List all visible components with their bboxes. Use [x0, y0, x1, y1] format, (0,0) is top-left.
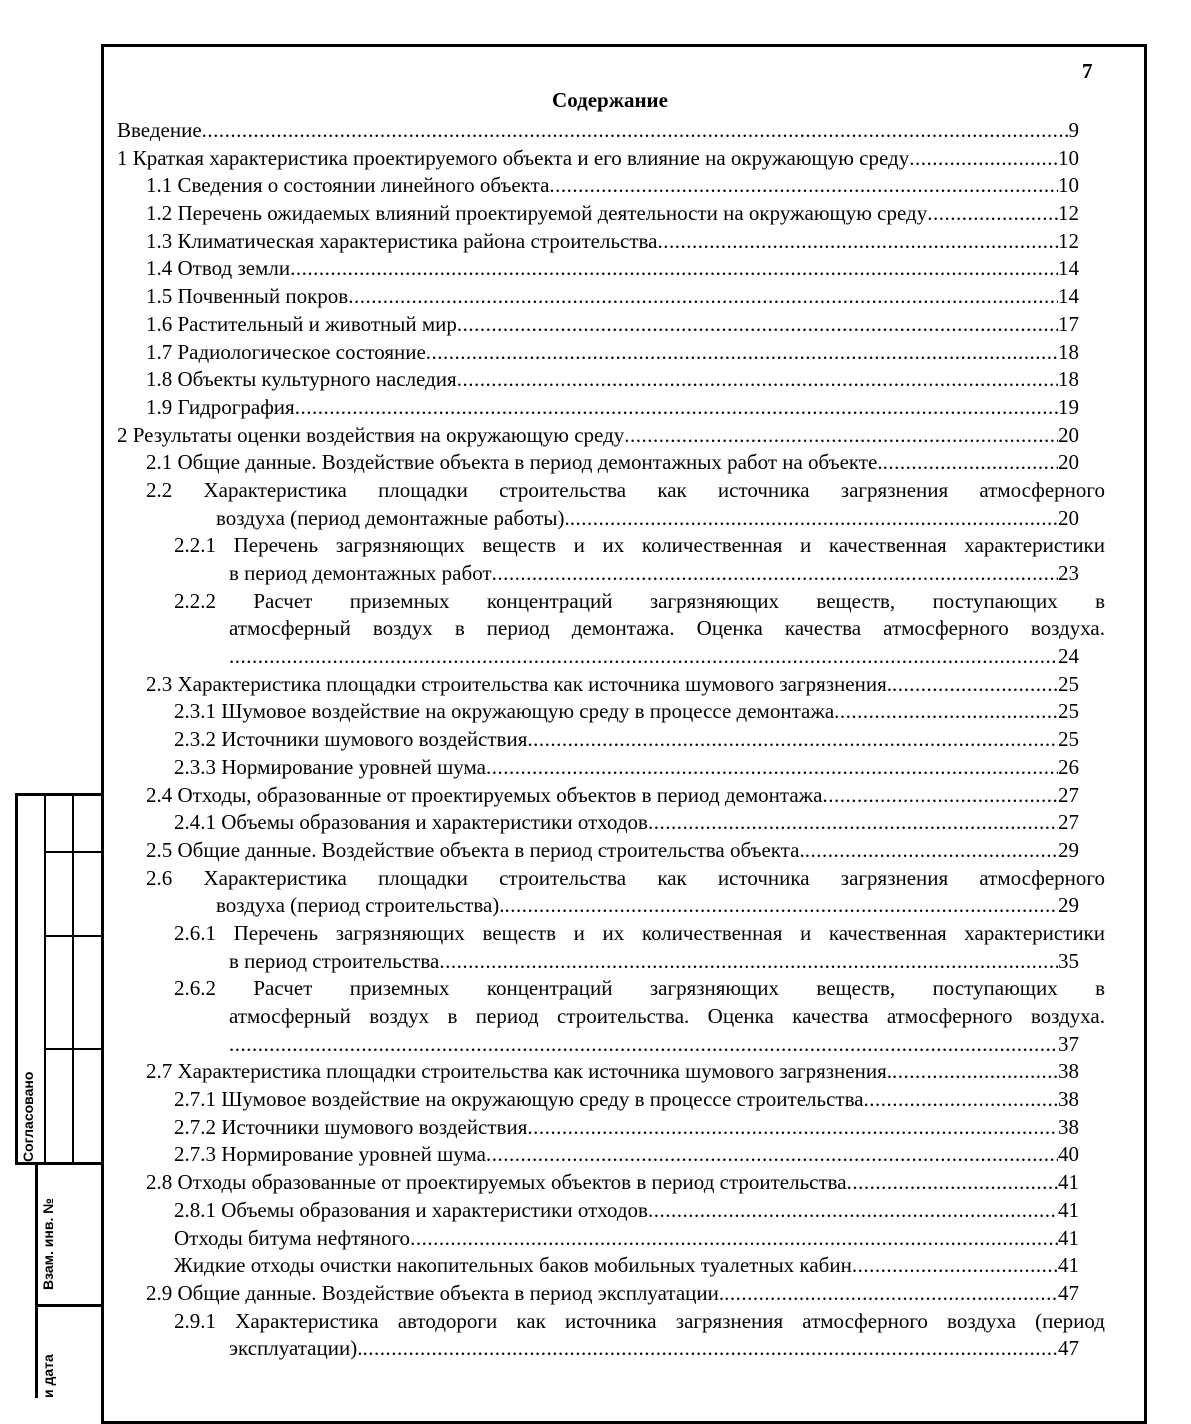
toc-entry-title: 2.3.3 Нормирование уровней шума — [174, 754, 486, 779]
toc-entry-page: 20 — [1058, 505, 1079, 530]
toc-leader-dots — [486, 1141, 1058, 1169]
toc-leader-dots — [426, 339, 1058, 367]
toc-entry-title: 2.3.2 Источники шумового воздействия — [174, 727, 528, 752]
toc-entry-title: 1.9 Гидрография — [146, 394, 295, 419]
toc-entry-page: 37 — [1058, 1031, 1079, 1056]
toc-entry[interactable] — [117, 117, 1079, 145]
toc-entry-title: 2.4.1 Объемы образования и характеристики отходов — [174, 810, 648, 835]
toc-leader-dots — [295, 394, 1058, 422]
stamp-agreed-label: Согласовано — [20, 1071, 36, 1162]
toc-leader-dots — [202, 117, 1069, 145]
toc-entry-title: 1.7 Радиологическое состояние — [146, 339, 426, 364]
toc-entry-page: 9 — [1068, 118, 1079, 142]
toc-entry-page: 41 — [1058, 1170, 1079, 1195]
toc-entry-title: 2.8 Отходы образованные от проектируемых объектов в период строительства — [146, 1170, 847, 1195]
toc-entry[interactable] — [117, 394, 1079, 422]
toc-entry[interactable] — [117, 782, 1079, 810]
toc-leader-dots — [439, 948, 1058, 976]
toc-entry-page: 40 — [1058, 1142, 1079, 1167]
toc-entry[interactable] — [117, 311, 1079, 339]
toc-leader-dots — [290, 255, 1058, 283]
toc-leader-dots — [348, 283, 1058, 311]
toc-entry[interactable] — [117, 200, 1079, 228]
toc-entry[interactable] — [117, 1197, 1079, 1225]
toc-entry[interactable] — [117, 172, 1079, 200]
toc-leader-dots — [847, 1169, 1058, 1197]
toc-entry-title: в период демонтажных работ — [229, 561, 492, 585]
toc-entry-page: 18 — [1058, 367, 1079, 392]
toc-entry-title: 1.8 Объекты культурного наследия — [146, 367, 457, 392]
toc-leader-dots — [570, 505, 1058, 533]
toc-leader-dots — [724, 1280, 1058, 1308]
toc-entry-page: 41 — [1058, 1197, 1079, 1222]
toc-leader-dots — [648, 809, 1058, 837]
toc-entry[interactable] — [117, 1114, 1079, 1142]
toc-entry-page: 14 — [1058, 284, 1079, 309]
toc-entry-page: 47 — [1058, 1336, 1079, 1361]
toc-entry-title: Введение — [117, 118, 202, 142]
toc-entry-page: 29 — [1058, 893, 1079, 918]
toc-entry[interactable] — [117, 1169, 1079, 1197]
toc-entry-page: 10 — [1058, 145, 1079, 170]
toc-entry[interactable] — [117, 1031, 1079, 1059]
toc-entry[interactable] — [117, 892, 1079, 920]
toc-entry[interactable]: 2.6.2 Расчет приземных концентраций загрязняющих веществ, поступающих в — [174, 976, 1105, 1001]
toc-leader-dots — [362, 1335, 1058, 1363]
toc-entry-title: 2.3.1 Шумовое воздействие на окружающую среду в процессе демонтажа — [174, 699, 835, 724]
toc-entry-page: 27 — [1058, 810, 1079, 835]
toc-entry-page: 25 — [1058, 727, 1079, 752]
toc-leader-dots — [892, 671, 1058, 699]
toc-entry[interactable] — [117, 1225, 1079, 1253]
toc-entry-page: 41 — [1058, 1253, 1079, 1278]
toc-entry-page: 17 — [1058, 311, 1079, 336]
toc-entry[interactable]: атмосферный воздух в период строительства. Оценка качества атмосферного воздуха. — [229, 1004, 1105, 1028]
page-number: 7 — [1082, 59, 1093, 83]
toc-entry-page: 25 — [1058, 671, 1079, 696]
toc-entry-title: 1.2 Перечень ожидаемых влияний проектируемой деятельности на окружающую среду — [146, 201, 928, 226]
toc-entry[interactable] — [117, 145, 1079, 173]
stamp-signature-date-label: и дата — [40, 1354, 56, 1398]
toc-leader-dots — [486, 754, 1058, 782]
toc-entry[interactable] — [117, 1280, 1079, 1308]
toc-entry-page: 12 — [1058, 228, 1079, 253]
toc-entry-title: 1 Краткая характеристика проектируемого объекта и его влияние на окружающую среду — [117, 145, 910, 170]
toc-entry-page: 47 — [1058, 1280, 1079, 1305]
toc-entry[interactable] — [117, 1086, 1079, 1114]
toc-leader-dots — [909, 145, 1058, 173]
toc-leader-dots — [527, 1114, 1058, 1142]
toc-leader-dots — [805, 837, 1058, 865]
toc-entry[interactable] — [117, 1252, 1079, 1280]
toc-entry-page: 12 — [1058, 201, 1079, 226]
toc-leader-dots — [658, 228, 1059, 256]
toc-entry-page: 27 — [1058, 782, 1079, 807]
toc-entry-title: воздуха (период демонтажные работы). — [216, 505, 570, 530]
toc-entry[interactable] — [117, 505, 1079, 533]
toc-entry[interactable] — [117, 1058, 1079, 1086]
toc-entry-page: 41 — [1058, 1225, 1079, 1250]
toc-title: Содержание — [552, 88, 668, 112]
toc-entry[interactable] — [117, 255, 1079, 283]
toc-entry-title: эксплуатации). — [229, 1336, 363, 1361]
toc-entry-page: 20 — [1058, 422, 1079, 447]
toc-entry-page: 10 — [1058, 173, 1079, 198]
toc-entry-page: 29 — [1058, 837, 1079, 862]
toc-leader-dots — [410, 1225, 1058, 1253]
toc-entry[interactable]: 2.6 Характеристика площадки строительства как источника загрязнения атмосферного — [146, 865, 1105, 890]
toc-entry-title: 2.7 Характеристика площадки строительства как источника шумового загрязнения. — [146, 1059, 892, 1084]
toc-entry[interactable] — [117, 698, 1079, 726]
table-of-contents — [117, 117, 1105, 1363]
toc-entry-title: 2.5 Общие данные. Воздействие объекта в период строительства объекта. — [146, 837, 805, 862]
toc-entry[interactable] — [117, 754, 1079, 782]
toc-entry-page: 20 — [1058, 450, 1079, 475]
toc-entry[interactable] — [117, 1141, 1079, 1169]
toc-entry[interactable] — [117, 449, 1079, 477]
toc-leader-dots — [505, 892, 1058, 920]
toc-entry[interactable] — [117, 671, 1079, 699]
toc-entry[interactable] — [117, 948, 1079, 976]
toc-entry[interactable] — [117, 643, 1079, 671]
toc-entry-page: 35 — [1058, 948, 1079, 973]
toc-entry[interactable] — [117, 837, 1079, 865]
toc-entry[interactable] — [117, 809, 1079, 837]
toc-entry-title: 1.5 Почвенный покров — [146, 284, 349, 309]
toc-leader-dots — [834, 698, 1058, 726]
toc-entry-title: Отходы битума нефтяного — [174, 1225, 411, 1250]
toc-entry-page: 26 — [1058, 754, 1079, 779]
toc-entry[interactable]: 2.6.1 Перечень загрязняющих веществ и их количественная и качественная характеристики — [174, 920, 1105, 945]
toc-entry-title: воздуха (период строительства). — [216, 893, 505, 918]
toc-entry[interactable]: 2.9.1 Характеристика автодороги как источника загрязнения атмосферного воздуха (период — [174, 1308, 1105, 1333]
toc-entry[interactable] — [117, 366, 1079, 394]
toc-entry-page: 19 — [1058, 394, 1079, 419]
toc-entry-title: в период строительства — [229, 948, 440, 973]
toc-entry[interactable]: 2.2.1 Перечень загрязняющих веществ и их количественная и качественная характеристики — [174, 533, 1105, 558]
toc-entry-page: 18 — [1058, 339, 1079, 364]
toc-entry[interactable]: 2.2.2 Расчет приземных концентраций загрязняющих веществ, поступающих в — [174, 588, 1105, 613]
toc-entry[interactable] — [117, 1335, 1079, 1363]
toc-entry-page: 25 — [1058, 699, 1079, 724]
toc-entry[interactable]: 2.2 Характеристика площадки строительства как источника загрязнения атмосферного — [146, 477, 1105, 502]
toc-entry[interactable] — [117, 560, 1079, 588]
toc-entry-page: 38 — [1058, 1087, 1079, 1112]
toc-entry-title: 1.6 Растительный и животный мир — [146, 311, 457, 336]
toc-entry-title: 1.4 Отвод земли — [146, 256, 291, 281]
toc-entry-page: 38 — [1058, 1114, 1079, 1139]
toc-entry-title: 2.1 Общие данные. Воздействие объекта в период демонтажных работ на объекте. — [146, 450, 883, 475]
toc-leader-dots — [892, 1058, 1058, 1086]
toc-entry-title: 2 Результаты оценки воздействия на окружающую среду — [117, 422, 625, 447]
toc-entry-title: 2.8.1 Объемы образования и характеристики отходов — [174, 1197, 648, 1222]
toc-entry[interactable] — [117, 339, 1079, 367]
stamp-replacement-inv-label: Взам. инв. № — [40, 1198, 56, 1290]
toc-entry-title: 1.1 Сведения о состоянии линейного объекта — [146, 173, 550, 198]
toc-entry-title: 1.3 Климатическая характеристика района строительства — [146, 228, 658, 253]
toc-leader-dots — [229, 1031, 1058, 1059]
toc-entry[interactable] — [117, 422, 1079, 450]
toc-entry-title: Жидкие отходы очистки накопительных баков мобильных туалетных кабин — [174, 1253, 852, 1278]
toc-leader-dots — [648, 1197, 1058, 1225]
toc-entry-page: 23 — [1058, 561, 1079, 585]
toc-leader-dots — [457, 311, 1058, 339]
toc-entry-page: 38 — [1058, 1059, 1079, 1084]
toc-entry-title: 2.3 Характеристика площадки строительства как источника шумового загрязнения. — [146, 671, 892, 696]
toc-leader-dots — [549, 172, 1058, 200]
toc-entry[interactable] — [117, 726, 1079, 754]
toc-leader-dots — [527, 726, 1058, 754]
toc-entry[interactable] — [117, 228, 1079, 256]
toc-leader-dots — [624, 422, 1058, 450]
toc-entry-title: 2.7.1 Шумовое воздействие на окружающую среду в процессе строительства — [174, 1087, 864, 1112]
toc-entry-title: 2.4 Отходы, образованные от проектируемых объектов в период демонтажа — [146, 782, 823, 807]
toc-leader-dots — [457, 366, 1058, 394]
toc-entry[interactable]: атмосферный воздух в период демонтажа. Оценка качества атмосферного воздуха. — [229, 616, 1105, 641]
toc-entry-page: 24 — [1058, 644, 1079, 669]
toc-entry-page: 14 — [1058, 256, 1079, 281]
toc-leader-dots — [927, 200, 1058, 228]
toc-leader-dots — [883, 449, 1058, 477]
toc-leader-dots — [823, 782, 1059, 810]
toc-entry[interactable] — [117, 283, 1079, 311]
toc-entry-title: 2.9 Общие данные. Воздействие объекта в период эксплуатации. — [146, 1280, 725, 1305]
toc-leader-dots — [852, 1252, 1058, 1280]
toc-leader-dots — [229, 643, 1058, 671]
toc-leader-dots — [864, 1086, 1058, 1114]
toc-entry-title: 2.7.2 Источники шумового воздействия — [174, 1114, 528, 1139]
toc-leader-dots — [492, 560, 1058, 588]
toc-entry-title: 2.7.3 Нормирование уровней шума — [174, 1142, 486, 1167]
